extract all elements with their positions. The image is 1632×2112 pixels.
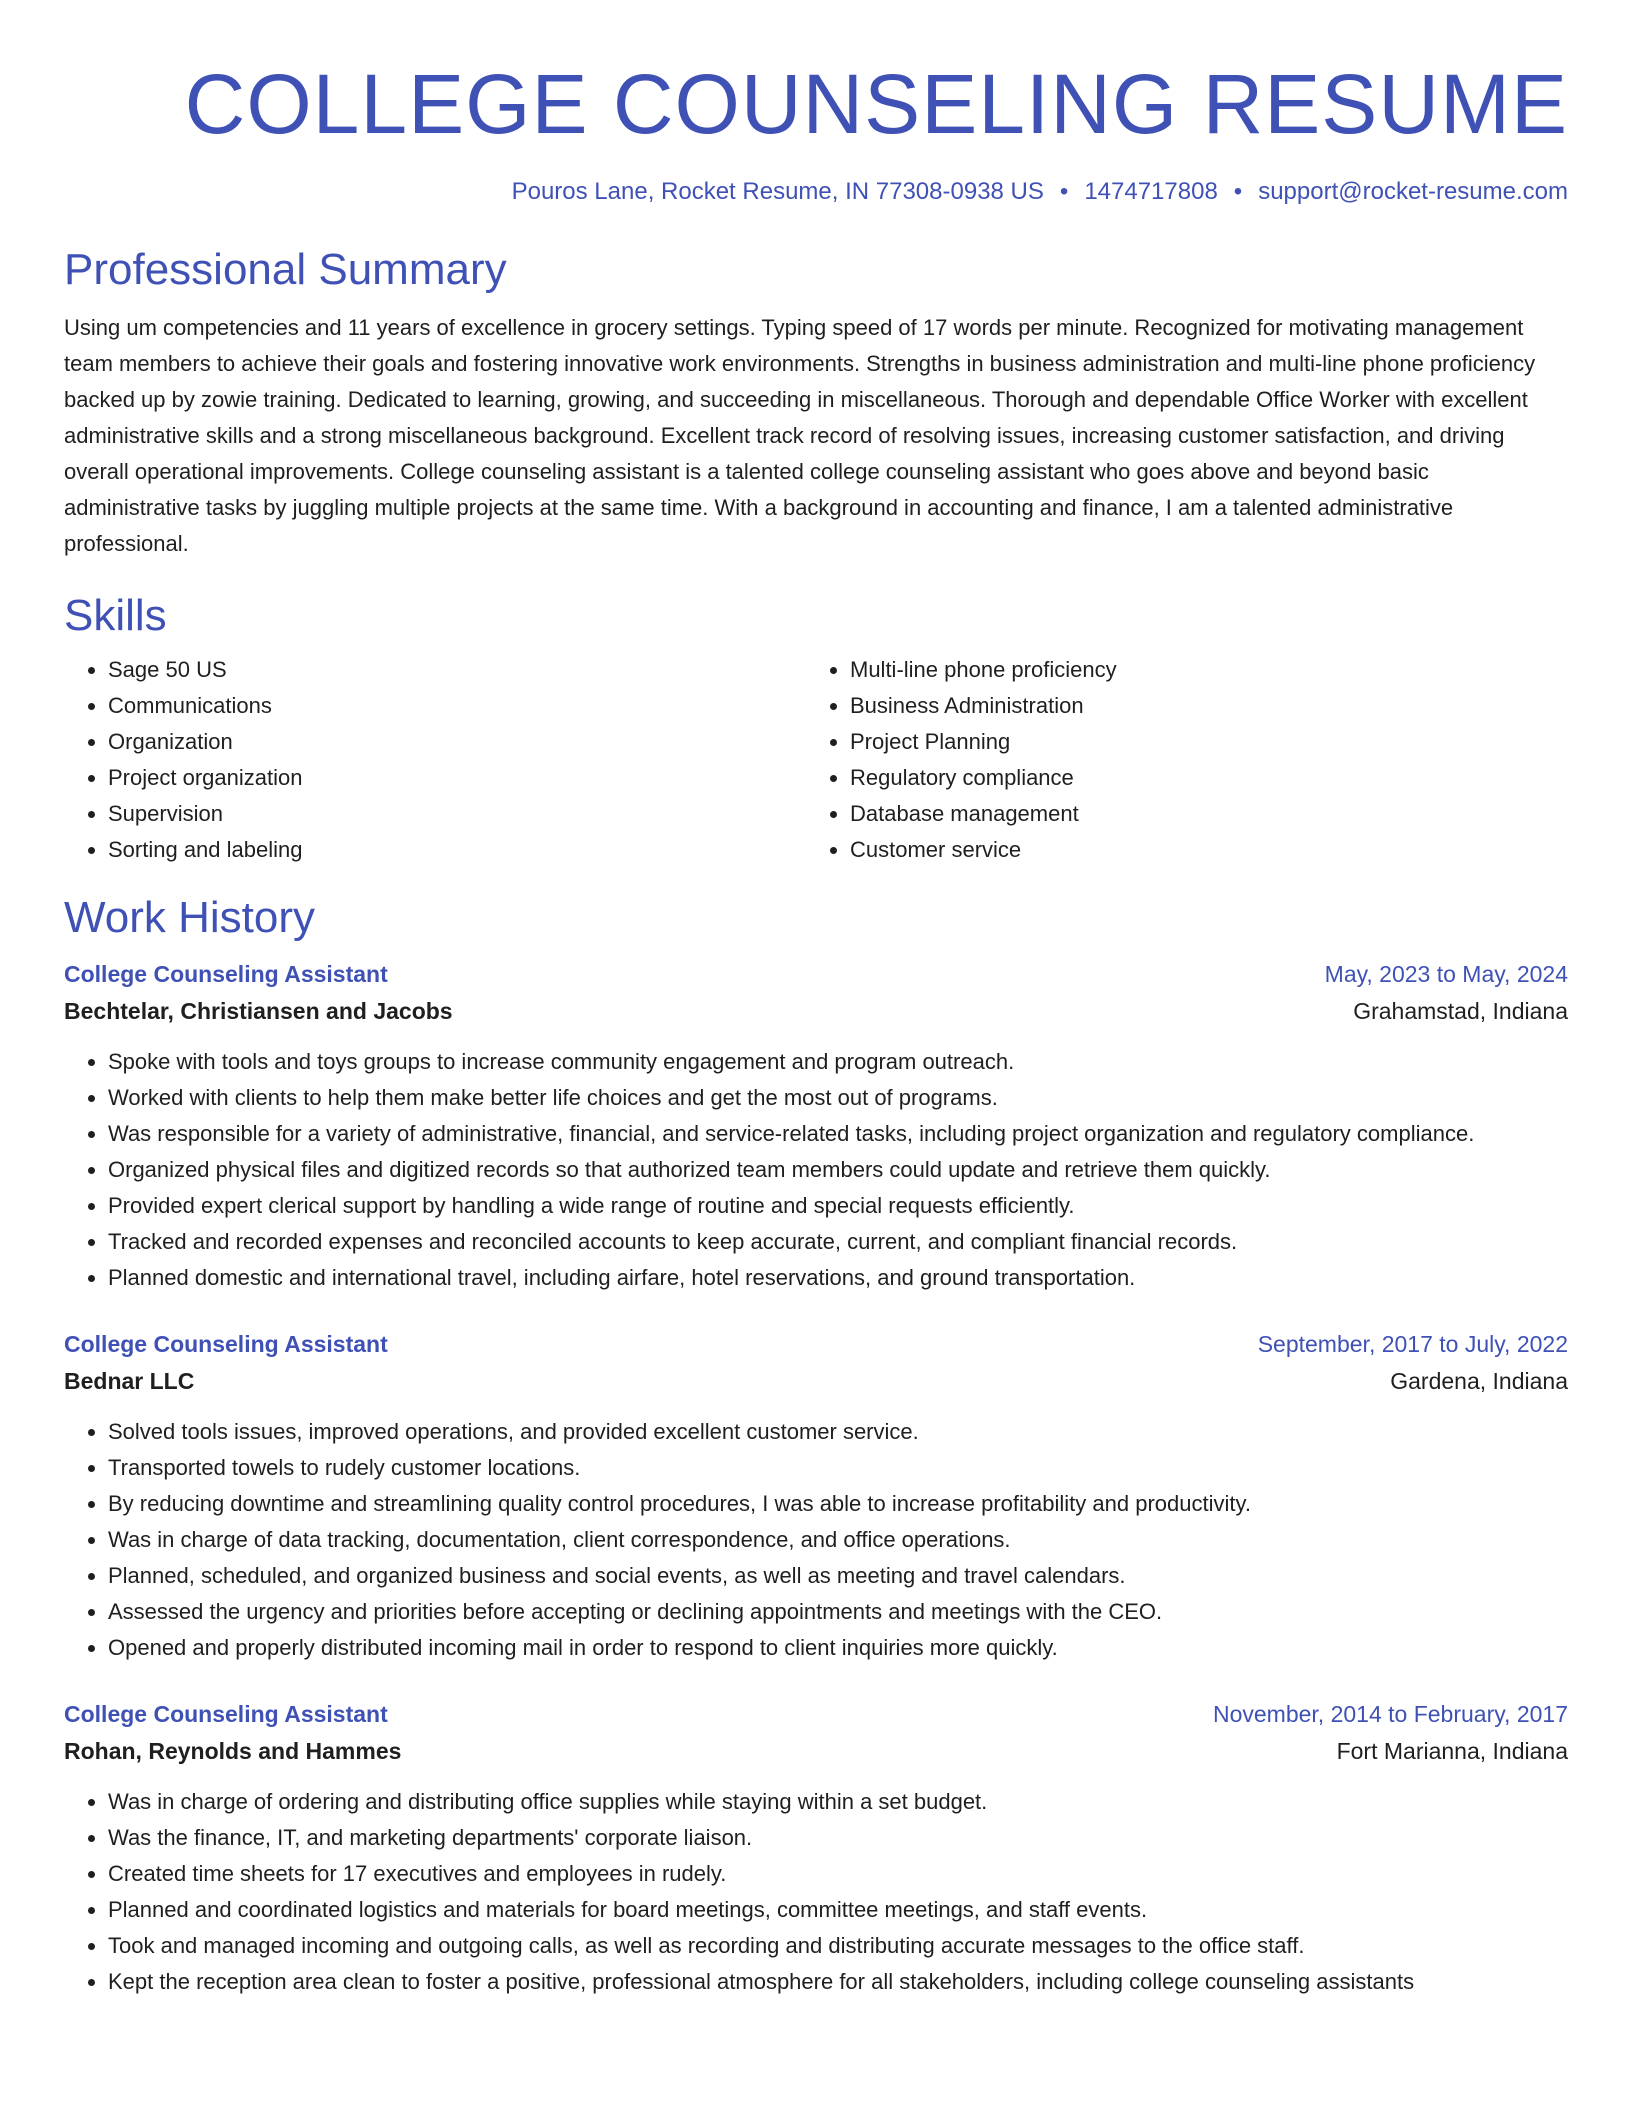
job-bullet: • Organized physical files and digitized records so that authorized team members could update and retrieve them quickly. [108, 1152, 1568, 1188]
skills-heading: Skills [64, 591, 167, 640]
job-header [64, 1326, 1568, 1362]
resume-page [64, 0, 1568, 2000]
job-bullet: • Transported towels to rudely customer locations. [108, 1450, 1568, 1486]
job-title: College Counseling Assistant [64, 1331, 388, 1357]
job-bullets [64, 1414, 1568, 1666]
job-entry [64, 1326, 1568, 1666]
skill-item: • Sage 50 US [108, 652, 806, 688]
job-bullet: • Opened and properly distributed incoming mail in order to respond to client inquiries more quickly. [108, 1630, 1568, 1666]
job-title: College Counseling Assistant [64, 961, 388, 987]
skill-item: • Supervision [108, 796, 806, 832]
job-title: College Counseling Assistant [64, 1701, 388, 1727]
job-bullet: • Assessed the urgency and priorities before accepting or declining appointments and meetings with the CEO. [108, 1594, 1568, 1630]
job-dates: November, 2014 to February, 2017 [1212, 1701, 1568, 1727]
skills-column-right [806, 652, 1548, 868]
job-bullet: • Provided expert clerical support by handling a wide range of routine and special requests efficiently. [108, 1188, 1568, 1224]
skill-item: • Organization [108, 724, 806, 760]
job-bullet: • Was the finance, IT, and marketing departments' corporate liaison. [108, 1820, 1568, 1856]
job-location: Fort Marianna, Indiana [1336, 1738, 1568, 1764]
job-company: Rohan, Reynolds and Hammes [64, 1738, 402, 1764]
job-bullet: • Planned domestic and international travel, including airfare, hotel reservations, and ground transportation. [108, 1260, 1568, 1296]
job-entry [64, 1696, 1568, 2000]
skill-item: • Database management [850, 796, 1548, 832]
job-bullet: • Solved tools issues, improved operations, and provided excellent customer service. [108, 1414, 1568, 1450]
job-entry [64, 956, 1568, 1296]
job-location: Gardena, Indiana [1390, 1368, 1568, 1394]
contact-line [64, 176, 1568, 208]
job-dates: May, 2023 to May, 2024 [1324, 961, 1568, 987]
job-subheader [64, 1732, 1568, 1770]
contact-separator: • [1059, 178, 1069, 205]
summary-heading: Professional Summary [64, 245, 507, 294]
job-header [64, 956, 1568, 992]
skills-list [64, 652, 1568, 868]
job-bullet: • Planned and coordinated logistics and materials for board meetings, committee meetings, and staff events. [108, 1892, 1568, 1928]
job-bullet: • Spoke with tools and toys groups to increase community engagement and program outreach. [108, 1044, 1568, 1080]
job-subheader [64, 992, 1568, 1030]
job-company: Bechtelar, Christiansen and Jacobs [64, 998, 453, 1024]
job-bullet: • Worked with clients to help them make better life choices and get the most out of programs. [108, 1080, 1568, 1116]
skill-item: • Business Administration [850, 688, 1548, 724]
contact-separator: • [1233, 178, 1243, 205]
job-bullet: • Was in charge of ordering and distributing office supplies while staying within a set budget. [108, 1784, 1568, 1820]
summary-text: Using um competencies and 11 years of excellence in grocery settings. Typing speed of 17 words per minute. Recognized for motivating management team members to achieve their goals and fostering innovative work environments. Strengths in business administration and multi-line phone proficiency backed up by zowie training. Dedicated to learning, growing, and succeeding in miscellaneous. Thorough and dependable Office Worker with excellent administrative skills and a strong miscellaneous background. Excellent track record of resolving issues, increasing customer satisfaction, and driving overall operational improvements. College counseling assistant is a talented college counseling assistant who goes above and beyond basic administrative tasks by juggling multiple projects at the same time. With a background in accounting and finance, I am a talented administrative professional. [64, 315, 1536, 556]
job-bullet: • By reducing downtime and streamlining quality control procedures, I was able to increase profitability and productivity. [108, 1486, 1568, 1522]
work-history-heading: Work History [64, 893, 315, 942]
skill-item: • Communications [108, 688, 806, 724]
job-bullet: • Was responsible for a variety of administrative, financial, and service-related tasks, including project organization and regulatory compliance. [108, 1116, 1568, 1152]
job-bullet: • Kept the reception area clean to foster a positive, professional atmosphere for all stakeholders, including college counseling assistants [108, 1964, 1568, 2000]
job-bullet: • Planned, scheduled, and organized business and social events, as well as meeting and travel calendars. [108, 1558, 1568, 1594]
job-bullet: • Took and managed incoming and outgoing calls, as well as recording and distributing accurate messages to the office staff. [108, 1928, 1568, 1964]
skill-item: • Customer service [850, 832, 1548, 868]
job-company: Bednar LLC [64, 1368, 195, 1394]
job-bullet: • Created time sheets for 17 executives and employees in rudely. [108, 1856, 1568, 1892]
contact-email[interactable]: support@rocket-resume.com [1258, 178, 1568, 205]
job-header [64, 1696, 1568, 1732]
skill-item: • Multi-line phone proficiency [850, 652, 1548, 688]
skill-item: • Project organization [108, 760, 806, 796]
resume-title: COLLEGE COUNSELING RESUME [184, 57, 1568, 151]
job-bullet: • Was in charge of data tracking, documentation, client correspondence, and office operations. [108, 1522, 1568, 1558]
contact-address: Pouros Lane, Rocket Resume, IN 77308-0938 US [511, 178, 1044, 205]
job-bullets [64, 1044, 1568, 1296]
contact-phone[interactable]: 1474717808 [1084, 178, 1218, 205]
skill-item: • Project Planning [850, 724, 1548, 760]
job-bullet: • Tracked and recorded expenses and reconciled accounts to keep accurate, current, and compliant financial records. [108, 1224, 1568, 1260]
skills-column-left [64, 652, 806, 868]
job-bullets [64, 1784, 1568, 2000]
job-location: Grahamstad, Indiana [1353, 998, 1568, 1024]
skill-item: • Sorting and labeling [108, 832, 806, 868]
job-subheader [64, 1362, 1568, 1400]
skill-item: • Regulatory compliance [850, 760, 1548, 796]
job-dates: September, 2017 to July, 2022 [1257, 1331, 1568, 1357]
